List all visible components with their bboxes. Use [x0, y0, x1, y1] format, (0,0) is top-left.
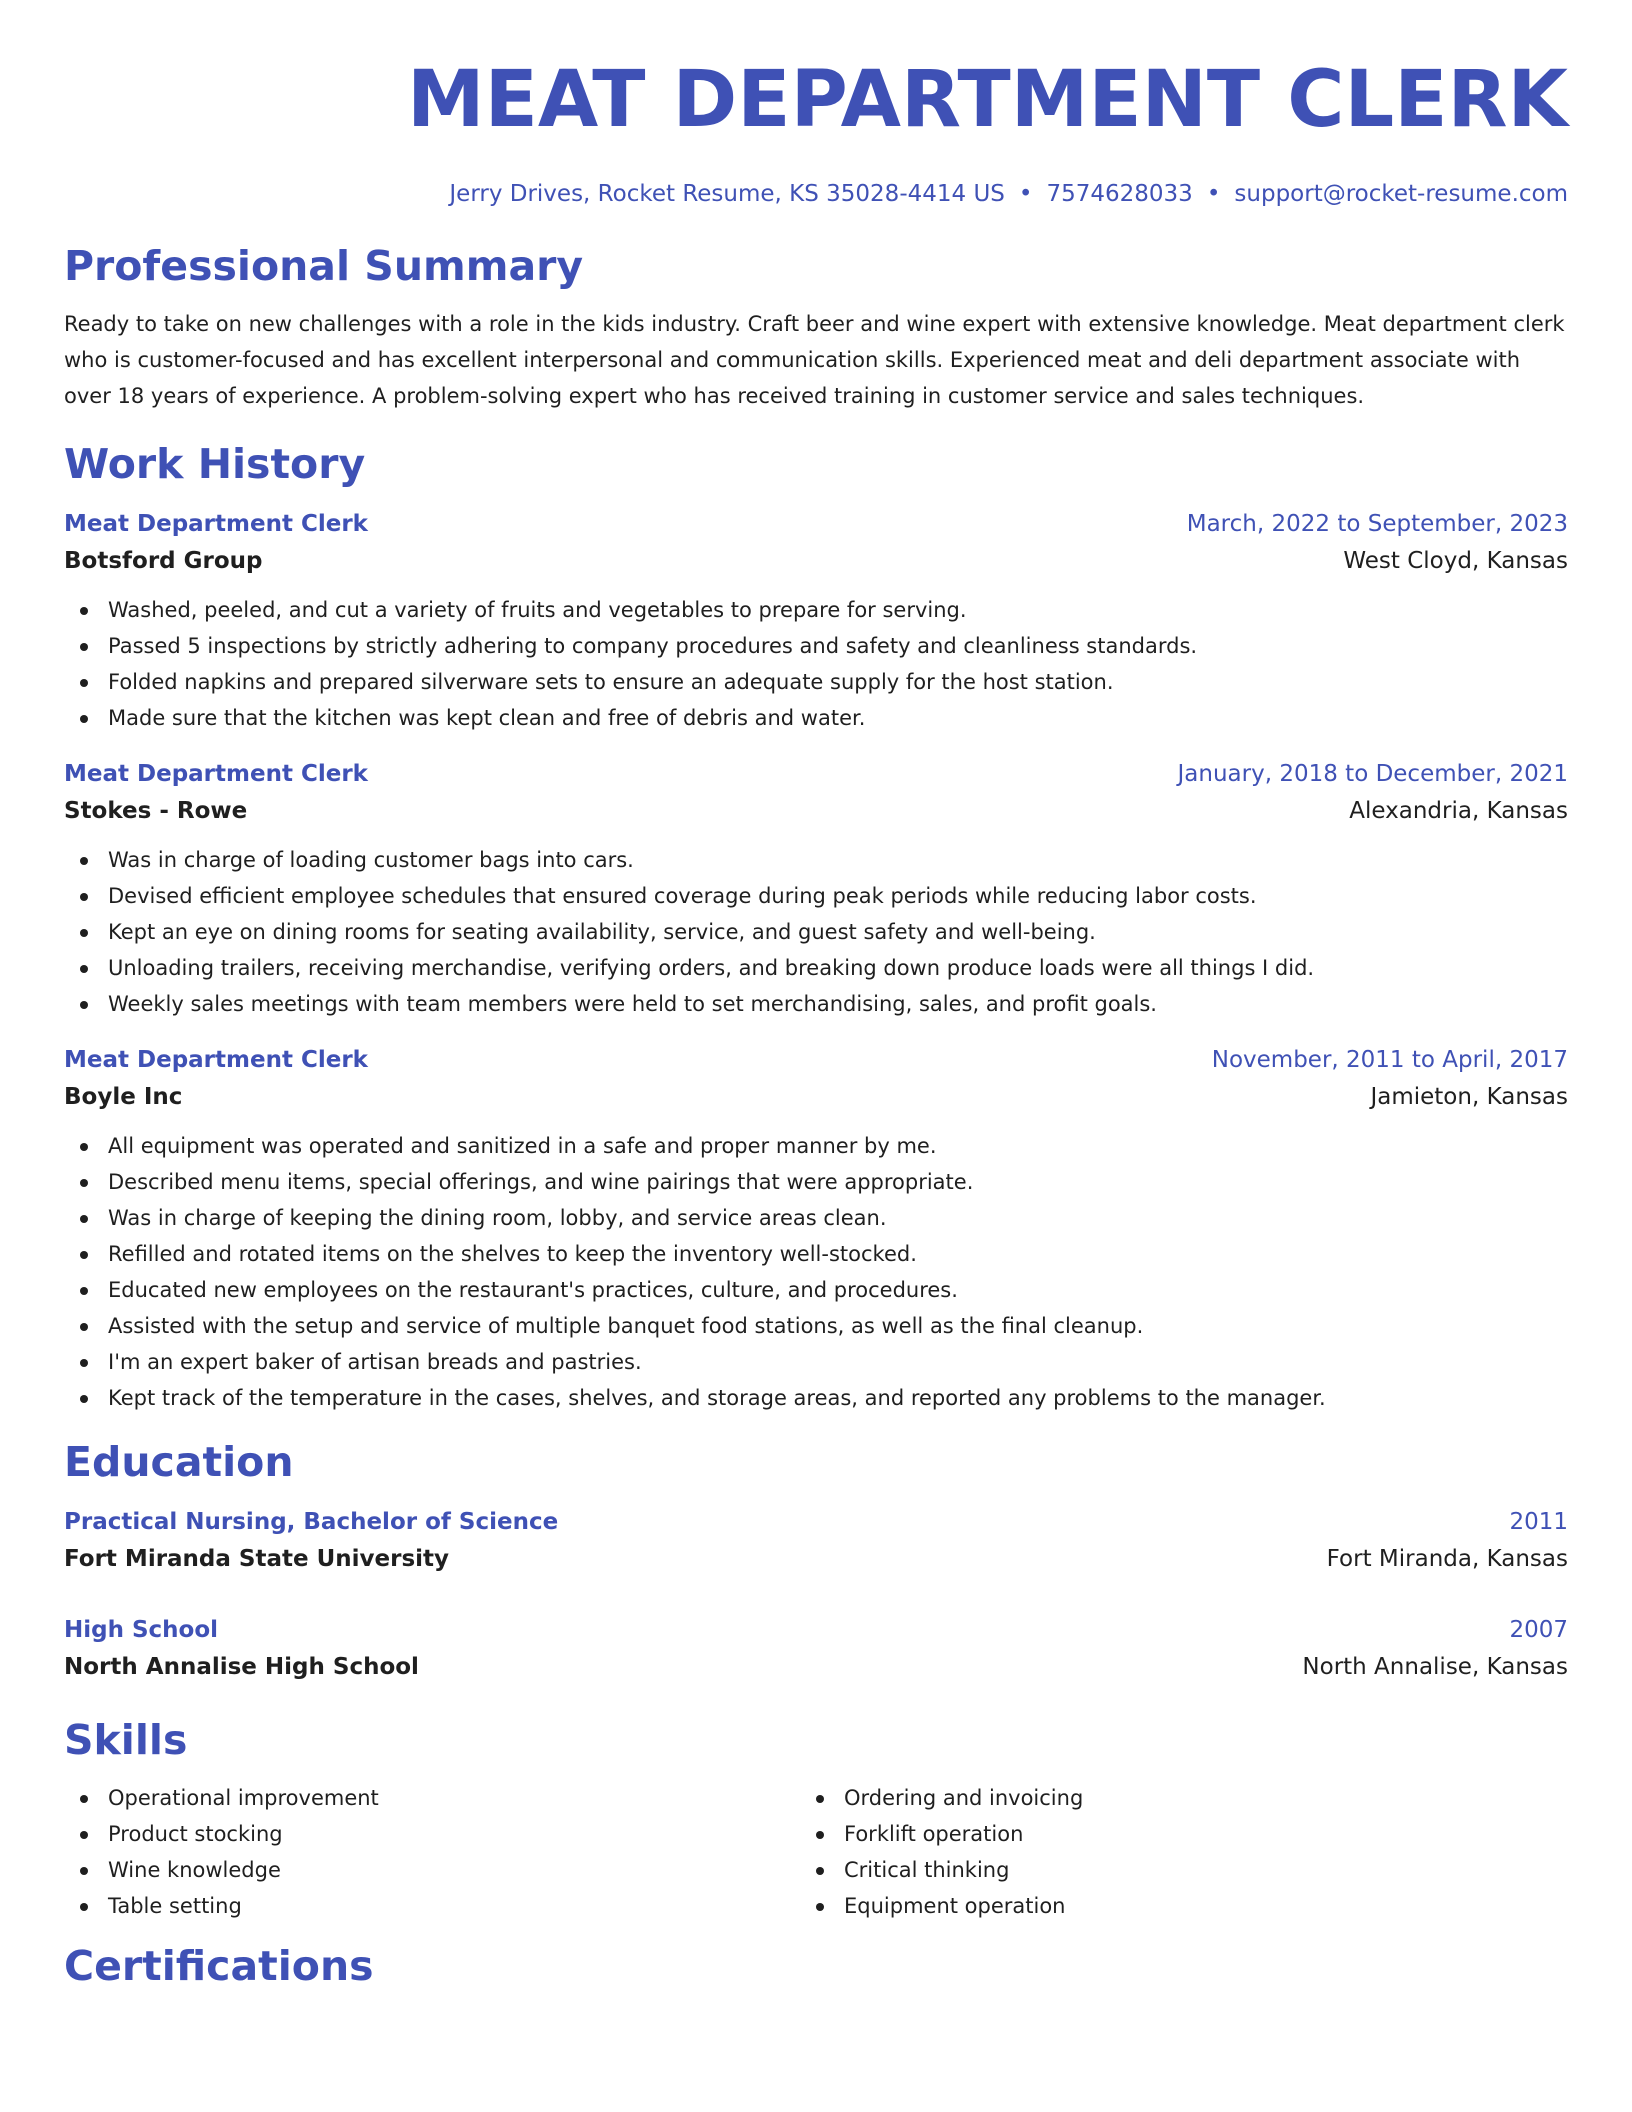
skill-item: Operational improvement: [64, 1780, 800, 1816]
skills-column-right: [800, 1780, 1536, 1924]
job-bullet: Was in charge of keeping the dining room, lobby, and service areas clean.: [64, 1200, 1568, 1236]
job-bullets: [64, 1128, 1568, 1416]
skill-item: Wine knowledge: [64, 1852, 800, 1888]
education-heading: Education: [64, 1438, 294, 1486]
job-bullet: Educated new employees on the restaurant's practices, culture, and procedures.: [64, 1272, 1568, 1308]
contact-separator: •: [1018, 181, 1033, 207]
job-bullet: Refilled and rotated items on the shelves to keep the inventory well-stocked.: [64, 1236, 1568, 1272]
education-year: 2011: [1509, 1509, 1568, 1535]
education-school: North Annalise High School: [64, 1654, 419, 1680]
job-company: Boyle Inc: [64, 1084, 183, 1110]
job-bullet: Was in charge of loading customer bags into cars.: [64, 842, 1568, 878]
education-entry: [64, 1612, 1568, 1686]
contact-line: [64, 178, 1568, 210]
job-bullet: I'm an expert baker of artisan breads and pastries.: [64, 1344, 1568, 1380]
job-company: Stokes - Rowe: [64, 798, 248, 824]
job-dates: January, 2018 to December, 2021: [1177, 761, 1568, 787]
skill-item: Equipment operation: [800, 1888, 1536, 1924]
job-bullet: All equipment was operated and sanitized in a safe and proper manner by me.: [64, 1128, 1568, 1164]
job-title: Meat Department Clerk: [64, 511, 368, 537]
contact-email: support@rocket-resume.com: [1234, 181, 1568, 207]
job-location: Alexandria, Kansas: [1349, 798, 1568, 824]
contact-address: Jerry Drives, Rocket Resume, KS 35028-4414 US: [449, 181, 1005, 207]
education-year: 2007: [1509, 1617, 1568, 1643]
job-bullet: Weekly sales meetings with team members were held to set merchandising, sales, and profit goals.: [64, 986, 1568, 1022]
education-location: Fort Miranda, Kansas: [1326, 1546, 1568, 1572]
skill-item: Critical thinking: [800, 1852, 1536, 1888]
job-location: West Cloyd, Kansas: [1343, 548, 1568, 574]
job-bullet: Passed 5 inspections by strictly adhering to company procedures and safety and cleanliness standards.: [64, 628, 1568, 664]
skill-item: Table setting: [64, 1888, 800, 1924]
job-bullet: Described menu items, special offerings, and wine pairings that were appropriate.: [64, 1164, 1568, 1200]
certifications-heading: Certifications: [64, 1942, 374, 1990]
education-school: Fort Miranda State University: [64, 1546, 450, 1572]
job-dates: November, 2011 to April, 2017: [1211, 1047, 1568, 1073]
skills-column-left: [64, 1780, 800, 1924]
job-bullet: Unloading trailers, receiving merchandise, verifying orders, and breaking down produce loads were all things I did.: [64, 950, 1568, 986]
work-history-heading: Work History: [64, 440, 366, 488]
job-entry: [64, 506, 1568, 736]
contact-separator: •: [1206, 181, 1221, 207]
job-entry: [64, 1042, 1568, 1416]
job-bullet: Kept track of the temperature in the cases, shelves, and storage areas, and reported any problems to the manager.: [64, 1380, 1568, 1416]
job-bullets: [64, 592, 1568, 736]
job-bullet: Kept an eye on dining rooms for seating availability, service, and guest safety and well-being.: [64, 914, 1568, 950]
job-company: Botsford Group: [64, 548, 263, 574]
job-bullet: Assisted with the setup and service of multiple banquet food stations, as well as the final cleanup.: [64, 1308, 1568, 1344]
job-bullets: [64, 842, 1568, 1022]
skills-heading: Skills: [64, 1716, 188, 1764]
job-bullet: Devised efficient employee schedules that ensured coverage during peak periods while reducing labor costs.: [64, 878, 1568, 914]
summary-text: Ready to take on new challenges with a role in the kids industry. Craft beer and wine expert with extensive knowledge. Meat department clerk who is customer-focused and has excellent interpersonal and communication skills. Experienced meat and deli department associate with over 18 years of experience. A problem-solving expert who has received training in customer service and sales techniques.: [64, 312, 1565, 408]
contact-phone: 7574628033: [1046, 181, 1193, 207]
skills-list: [64, 1780, 1568, 1924]
job-title: Meat Department Clerk: [64, 761, 368, 787]
education-degree: Practical Nursing, Bachelor of Science: [64, 1509, 559, 1535]
job-bullet: Folded napkins and prepared silverware sets to ensure an adequate supply for the host station.: [64, 664, 1568, 700]
education-location: North Annalise, Kansas: [1302, 1654, 1568, 1680]
job-dates: March, 2022 to September, 2023: [1186, 511, 1568, 537]
education-degree: High School: [64, 1617, 219, 1643]
job-bullet: Washed, peeled, and cut a variety of fruits and vegetables to prepare for serving.: [64, 592, 1568, 628]
skill-item: Ordering and invoicing: [800, 1780, 1536, 1816]
skill-item: Forklift operation: [800, 1816, 1536, 1852]
resume-title: MEAT DEPARTMENT CLERK: [406, 55, 1568, 145]
job-bullet: Made sure that the kitchen was kept clean and free of debris and water.: [64, 700, 1568, 736]
job-title: Meat Department Clerk: [64, 1047, 368, 1073]
summary-heading: Professional Summary: [64, 242, 584, 290]
education-entry: [64, 1504, 1568, 1578]
job-entry: [64, 756, 1568, 1022]
skill-item: Product stocking: [64, 1816, 800, 1852]
job-location: Jamieton, Kansas: [1370, 1084, 1568, 1110]
